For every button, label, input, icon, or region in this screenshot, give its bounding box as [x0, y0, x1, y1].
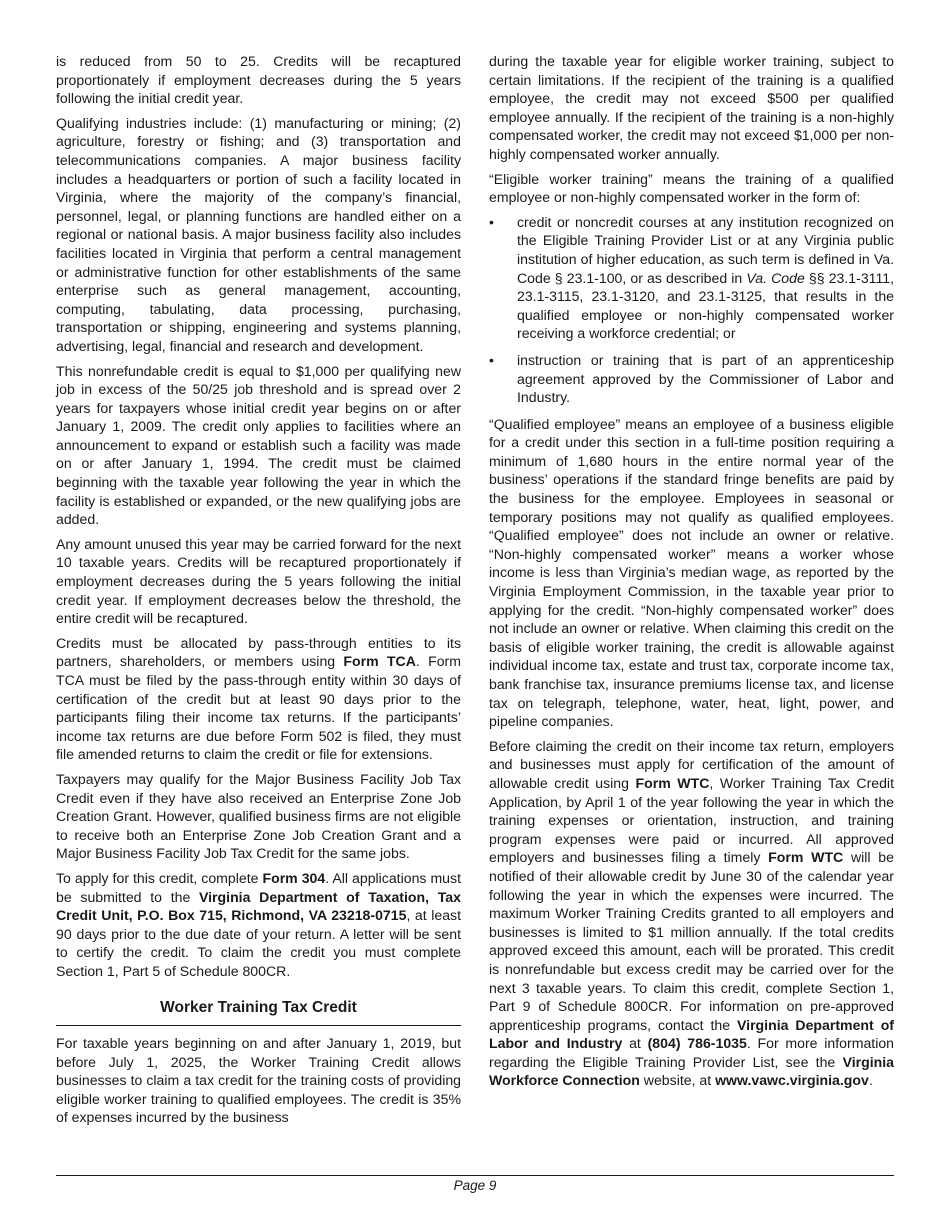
text-run: To apply for this credit, complete — [56, 869, 263, 886]
bullet-list — [489, 213, 894, 407]
bullet-icon: • — [489, 213, 494, 230]
page-number: Page 9 — [453, 1178, 497, 1193]
text-run: credit or noncredit courses at any institution recognized on the Eligible Training Provider List or at any Virginia public institution of higher education, as such term is defined in Va. Code § 23.1-100, or as described in — [517, 213, 894, 286]
left-column — [56, 52, 461, 1133]
section-heading: Worker Training Tax Credit — [56, 999, 461, 1027]
form-reference: Form 304 — [262, 869, 326, 886]
text-run: Credits must be allocated by pass-through entities to its partners, shareholders, or members using — [56, 634, 461, 670]
form-reference: Form TCA — [343, 653, 416, 670]
text-run: . For more information regarding the Eligible Training Provider List, see the — [489, 1035, 895, 1070]
form-reference: Form WTC — [635, 774, 710, 791]
mailing-address: Virginia Department of Taxation, Tax Credit Unit, P.O. Box 715, Richmond, VA 23218-0715 — [56, 888, 461, 924]
paragraph: “Eligible worker training” means the training of a qualified employee or non-highly compensated worker in the form of: — [489, 170, 894, 206]
agency-name: Virginia Department of Labor and Industry — [489, 1016, 894, 1052]
text-run: . Form TCA must be filed by the pass-through entity within 30 days of certification of the credit but at least 90 days prior to the participants filing their income tax returns. If the participants’ income tax returns are due before Form 502 is filed, they must file amended returns to claim the credit or file for extensions. — [56, 653, 461, 763]
paragraph: “Qualified employee” means an employee of a business eligible for a credit under this section in a full-time position requiring a minimum of 1,680 hours in the entire normal year of the business’ operations if the standard fringe benefits are paid by the business for the employee. Employees in seasonal or temporary positions may not qualify as qualified employees. “Qualified employee” does not include an owner or relative. “Non-highly compensated worker” means a worker whose income is less than Virginia’s median wage, as reported by the Virginia Employment Commission, in the taxable year prior to applying for the credit. “Non-highly compensated worker” does not include an owner or relative. When claiming this credit on the basis of eligible worker training, the credit is allowable against individual income tax, estate and trust tax, corporate income tax, bank franchise tax, insurance premiums license tax, and license tax on telegraph, telephone, water, heat, light, power, and pipeline companies. — [489, 415, 894, 730]
list-item — [489, 351, 894, 407]
right-column — [489, 52, 894, 1096]
text-run: will be notified of their allowable credit by June 30 of the calendar year following the year in which the expenses were incurred. The maximum Worker Training Credits granted to all employers and businesses is limited to $1 million annually. If the total credits approved exceed this amount, each will be prorated. This credit is nonrefundable but excess credit may be carried over for the next 3 taxable years. To claim this credit, complete Section 1, Part 9 of Schedule 800CR. For information on pre-approved apprenticeship programs, contact the — [489, 849, 894, 1033]
paragraph: Any amount unused this year may be carried forward for the next 10 taxable years. Credits will be recaptured proportionately if employment decreases during the 5 years following the initial credit year. If employment decreases below the threshold, the entire credit will be recaptured. — [56, 535, 462, 627]
paragraph: Taxpayers may qualify for the Major Business Facility Job Tax Credit even if they have also received an Enterprise Zone Job Creation Grant. However, qualified business firms are not eligible to receive both an Enterprise Zone Job Creation Grant and a Major Business Facility Job Tax Credit for the same jobs. — [56, 770, 462, 862]
bullet-icon: • — [489, 351, 494, 368]
text-run: §§ 23.1-3111, 23.1-3115, 23.1-3120, and 23.1-3125, that results in the qualified employee or non-highly compensated worker receiving a workforce credential; or — [517, 269, 894, 342]
paragraph: is reduced from 50 to 25. Credits will be recaptured proportionately if employment decreases during the 5 years following the initial credit year. — [56, 53, 461, 107]
text-run: website, at — [639, 1072, 716, 1089]
paragraph — [56, 634, 461, 764]
form-reference: Form WTC — [768, 849, 844, 866]
paragraph: Qualifying industries include: (1) manufacturing or mining; (2) agriculture, forestry or fishing; and (3) transportation and telecommunications companies. A major business facility includes a headquarters or portion of such a facility located in Virginia, where the majority of the company’s financial, personnel, legal, or planning functions are handled either on a regional or national basis. A major business facility also includes facilities located in Virginia that perform a central management or administrative function for other establishments of the same enterprise such as general management, accounting, computing, tabulating, data processing, purchasing, transportation or shipping, engineering and systems planning, advertising, legal, financial and research and development. — [56, 114, 461, 354]
website-url: www.vawc.virginia.gov — [715, 1072, 869, 1089]
phone-number: (804) 786-1035 — [647, 1035, 747, 1052]
text-run: Va. Code — [746, 269, 805, 286]
paragraph: This nonrefundable credit is equal to $1,000 per qualifying new job in excess of the 50/25 job threshold and is spread over 2 years for taxpayers whose initial credit year begins on or after January 1, 2009. The credit only applies to facilities where an announcement to expand or establish such a facility was made on or after January 1, 1994. The credit must be claimed beginning with the taxable year following the year in which the facility is established or expanded, or the new qualifying jobs are added. — [56, 362, 461, 528]
paragraph: For taxable years beginning on and after January 1, 2019, but before July 1, 2025, the Worker Training Credit allows businesses to claim a tax credit for the training costs of providing eligible worker training to qualified employees. The credit is 35% of expenses incurred by the business — [56, 1035, 461, 1126]
text-run: at — [622, 1035, 648, 1052]
text-run: , Worker Training Tax Credit Application, by April 1 of the year following the year in which the training expenses or orientation, instruction, and training program expenses were paid or incurred. All approved employers and businesses filing a timely — [489, 774, 894, 866]
page-footer — [56, 1175, 894, 1193]
text-run: instruction or training that is part of an apprenticeship agreement approved by the Commissioner of Labor and Industry. — [517, 351, 894, 406]
text-run: , at least 90 days prior to the due date of your return. A letter will be sent to certify the credit. To claim the credit you must complete Section 1, Part 5 of Schedule 800CR. — [56, 907, 461, 979]
text-run: Before claiming the credit on their income tax return, employers and businesses must apply for certification of the amount of allowable credit using — [489, 737, 894, 791]
text-run: . All applications must be submitted to the — [56, 869, 461, 905]
text-run: . — [868, 1072, 873, 1089]
website-name: Virginia Workforce Connection — [489, 1053, 894, 1089]
paragraph: during the taxable year for eligible worker training, subject to certain limitations. If the recipient of the training is a qualified employee, the credit may not exceed $500 per qualified employee annually. If the recipient of the training is a non-highly compensated worker, the credit may not exceed $1,000 per non-highly compensated worker annually. — [489, 53, 894, 162]
list-item — [489, 213, 894, 343]
paragraph — [56, 869, 461, 981]
paragraph — [489, 737, 894, 1090]
